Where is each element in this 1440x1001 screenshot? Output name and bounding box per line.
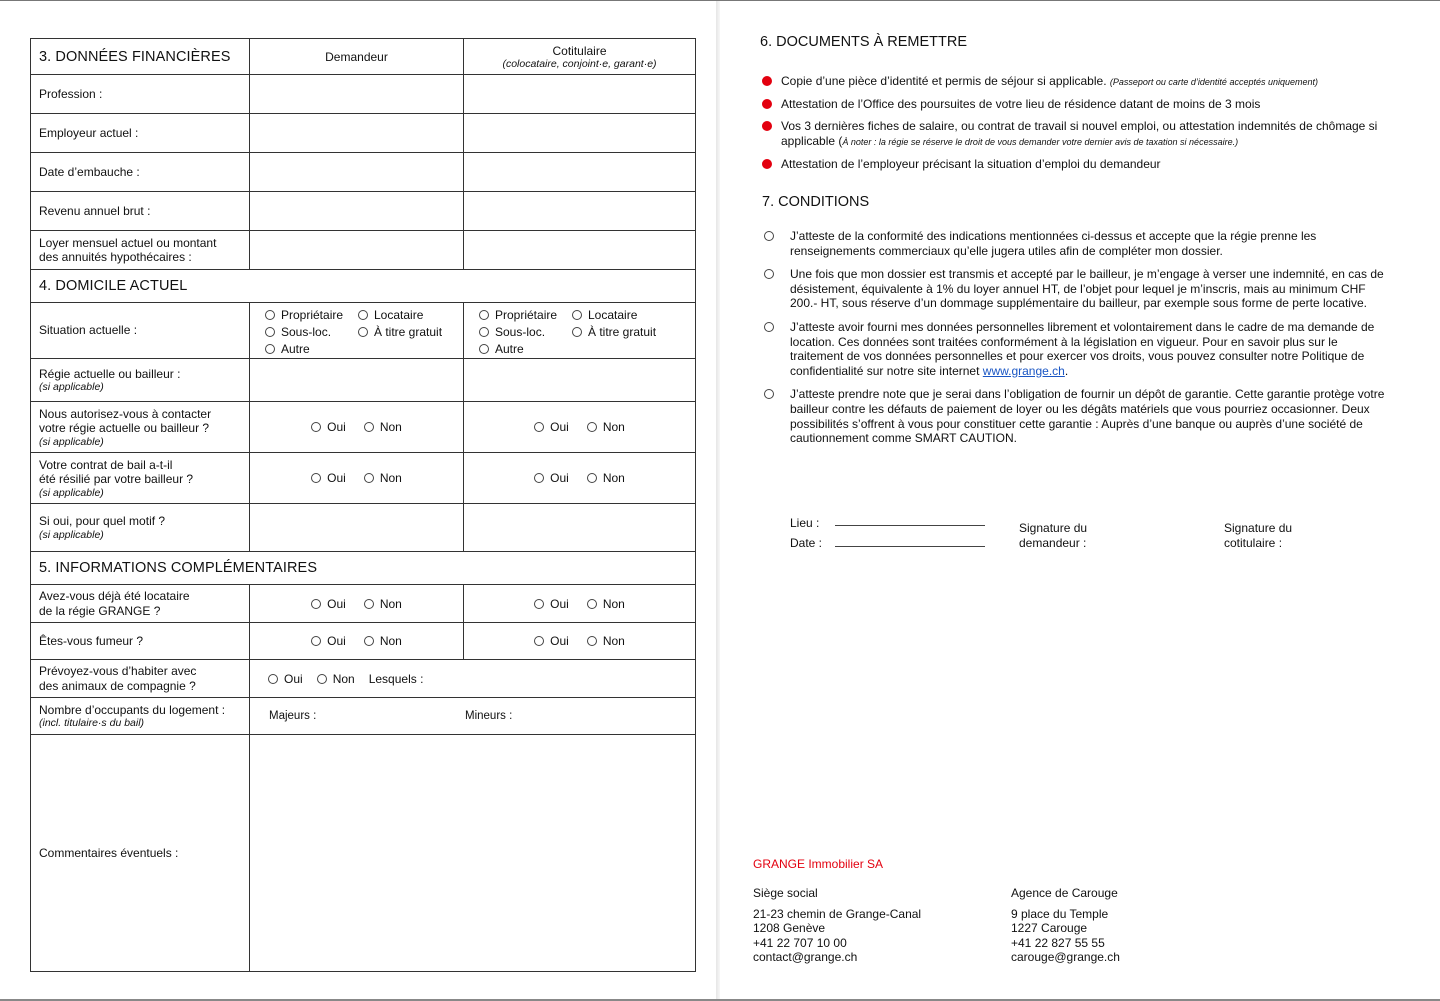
profession-coholder-field[interactable] [464, 75, 695, 113]
situation-row [31, 303, 695, 359]
section7-title: 7. CONDITIONS [762, 194, 870, 210]
condition-item-accuracy[interactable]: J’atteste de la conformité des indications mentionnées ci-dessus et accepte que la régie prenne les renseignements commerciaux qu’elle jugera utiles afin de compléter mon dossier. [764, 229, 1392, 258]
terminated-coholder-yes-radio[interactable]: Oui [534, 471, 569, 485]
former-label-line2: de la régie GRANGE ? [39, 603, 161, 618]
carouge-address [1011, 886, 1120, 965]
carouge-city: 1227 Carouge [1011, 921, 1088, 936]
applicant-signature-label[interactable] [1019, 521, 1087, 551]
coholder-free-radio[interactable]: À titre gratuit [572, 325, 656, 339]
terminated-sub: (si applicable) [39, 486, 104, 499]
hire-date-applicant-field[interactable] [250, 153, 464, 191]
document-item-debt-certificate: Attestation de l’Office des poursuites de votre lieu de résidence datant de moins de 3 mois [762, 97, 1402, 112]
reason-applicant-field[interactable] [250, 504, 464, 551]
employer-label: Employeur actuel : [39, 125, 139, 140]
adults-label: Majeurs : [269, 710, 317, 722]
pets-no-radio[interactable]: Non [317, 672, 355, 686]
income-label: Revenu annuel brut : [39, 203, 151, 218]
hire-date-row [31, 153, 695, 192]
profession-label: Profession : [39, 86, 103, 101]
condition-item-deposit[interactable]: J’atteste prendre note que je serai dans l’obligation de fournir un dépôt de garantie. Cette garantie protège votre bailleur contre les défauts de paiement de loyer ou les dégâts matériels que vous pourriez occasionner. Deux possibilités s’offrent à vous pour constituer cette garantie : Auprès d’une banque ou auprès d’une société de cautionnement comme SMART CAUTION. [764, 387, 1392, 445]
document-item-employer: Attestation de l’employeur précisant la situation d’emploi du demandeur [762, 157, 1402, 172]
employer-applicant-field[interactable] [250, 114, 464, 152]
section4-header-row [31, 270, 695, 303]
reason-sub: (si applicable) [39, 528, 104, 541]
applicant-signature-line1: Signature du [1019, 521, 1088, 535]
income-coholder-field[interactable] [464, 192, 695, 230]
lease-terminated-row [31, 453, 695, 504]
section5-title: 5. INFORMATIONS COMPLÉMENTAIRES [39, 560, 318, 576]
occupants-field[interactable] [250, 698, 695, 734]
comments-row [31, 735, 695, 971]
application-form-table [30, 38, 696, 972]
carouge-email[interactable]: carouge@grange.ch [1011, 950, 1120, 965]
col-coholder-heading: Cotitulaire [552, 43, 607, 58]
income-row [31, 192, 695, 231]
former-coholder-yes-radio[interactable]: Oui [534, 597, 569, 611]
section3-title: 3. DONNÉES FINANCIÈRES [39, 48, 231, 65]
profession-applicant-field[interactable] [250, 75, 464, 113]
smoker-row [31, 623, 695, 660]
rent-coholder-field[interactable] [464, 231, 695, 269]
terminated-label-line2: été résilié par votre bailleur ? [39, 472, 194, 486]
terminated-label-line1: Votre contrat de bail a-t-il [39, 457, 173, 472]
applicant-free-radio[interactable]: À titre gratuit [358, 325, 442, 339]
situation-label: Situation actuelle : [39, 323, 138, 338]
company-name: GRANGE Immobilier SA [753, 857, 884, 871]
hire-date-label: Date d’embauche : [39, 164, 140, 179]
conditions-list [764, 229, 1392, 455]
agency-row [31, 359, 695, 402]
coholder-signature-line1: Signature du [1224, 521, 1293, 535]
red-bullet-icon [762, 121, 772, 131]
pets-label-line1: Prévoyez-vous d’habiter avec [39, 664, 197, 678]
contact-coholder-yes-radio[interactable]: Oui [534, 420, 569, 434]
hq-phone: +41 22 707 10 00 [753, 935, 847, 950]
applicant-owner-radio[interactable]: Propriétaire [265, 307, 358, 324]
occupants-row [31, 698, 695, 735]
condition-radio-icon[interactable] [764, 269, 774, 279]
reason-row [31, 504, 695, 552]
former-coholder-no-radio[interactable]: Non [587, 597, 625, 611]
minors-label: Mineurs : [465, 710, 513, 722]
hire-date-coholder-field[interactable] [464, 153, 695, 191]
rent-applicant-field[interactable] [250, 231, 464, 269]
smoker-coholder-no-radio[interactable]: Non [587, 634, 625, 648]
smoker-coholder-yes-radio[interactable]: Oui [534, 634, 569, 648]
coholder-sublet-radio[interactable]: Sous-loc. [479, 324, 572, 341]
applicant-tenant-radio[interactable]: Locataire [358, 308, 423, 322]
agency-sub: (si applicable) [39, 381, 104, 394]
date-label: Date : [790, 536, 823, 550]
reason-label: Si oui, pour quel motif ? [39, 514, 166, 529]
pets-yes-radio[interactable]: Oui [268, 672, 303, 686]
applicant-other-radio[interactable]: Autre [265, 342, 310, 356]
hq-city: 1208 Genève [753, 921, 826, 936]
hq-email[interactable]: contact@grange.ch [753, 950, 858, 965]
former-applicant-yes-radio[interactable]: Oui [311, 597, 346, 611]
document-item-salary: Vos 3 dernières fiches de salaire, ou contrat de travail si nouvel emploi, ou attestation indemnités de chômage si applicable (À noter : la régie se réserve le droit de vous demander votre dernier avis de taxation si nécessaire.) [762, 119, 1402, 149]
hq-street: 21-23 chemin de Grange-Canal [753, 906, 922, 921]
comments-label: Commentaires éventuels : [39, 845, 179, 860]
col-applicant-heading: Demandeur [325, 49, 388, 64]
contact-permission-row [31, 402, 695, 453]
agency-label: Régie actuelle ou bailleur : [39, 366, 181, 381]
former-label-line1: Avez-vous déjà été locataire [39, 589, 190, 603]
employer-row [31, 114, 695, 153]
rent-label-line1: Loyer mensuel actuel ou montant [39, 235, 217, 250]
pets-which-label: Lesquels : [368, 671, 424, 686]
coholder-tenant-radio[interactable]: Locataire [572, 308, 637, 322]
condition-radio-icon[interactable] [764, 231, 774, 241]
comments-field[interactable] [250, 735, 695, 971]
condition-radio-icon[interactable] [764, 389, 774, 399]
pets-label-line2: des animaux de compagnie ? [39, 678, 196, 693]
terminated-coholder-no-radio[interactable]: Non [587, 471, 625, 485]
contact-label-line1: Nous autorisez-vous à contacter [39, 406, 212, 421]
section6-title: 6. DOCUMENTS À REMETTRE [760, 34, 968, 50]
red-bullet-icon [762, 159, 772, 169]
former-tenant-row [31, 585, 695, 623]
agency-applicant-field[interactable] [250, 359, 464, 401]
situation-applicant-options [265, 307, 442, 358]
employer-coholder-field[interactable] [464, 114, 695, 152]
pets-row [31, 660, 695, 698]
contact-applicant-yes-radio[interactable]: Oui [311, 420, 346, 434]
smoker-label: Êtes-vous fumeur ? [39, 633, 144, 648]
rent-row [31, 231, 695, 270]
coholder-signature-line2: cotitulaire : [1224, 536, 1283, 550]
col-coholder-subheading: (colocataire, conjoint·e, garant·e) [502, 57, 657, 70]
terminated-applicant-no-radio[interactable]: Non [364, 471, 402, 485]
reason-coholder-field[interactable] [464, 504, 695, 551]
date-field[interactable] [835, 546, 985, 547]
condition-item-withdrawal-fee[interactable]: Une fois que mon dossier est transmis et accepté par le bailleur, je m’engage à verser une indemnité, en cas de désistement, équivalente à 1% du loyer annuel HT, de l’objet pour lequel je m’inscris, mais au minimum CHF 200.- HT, sous réserve d’un dommage supplémentaire du bailleur, par exemple sous forme de perte locative. [764, 267, 1392, 311]
section4-title: 4. DOMICILE ACTUEL [39, 278, 188, 294]
hq-title: Siège social [753, 886, 818, 900]
document-item-id: Copie d’une pièce d’identité et permis de séjour si applicable. (Passeport ou carte d’identité acceptés uniquement) [762, 74, 1402, 90]
contact-coholder-no-radio[interactable]: Non [587, 420, 625, 434]
red-bullet-icon [762, 76, 772, 86]
place-field[interactable] [835, 525, 985, 526]
income-applicant-field[interactable] [250, 192, 464, 230]
documents-list [762, 74, 1402, 179]
section3-header-row [31, 39, 695, 75]
applicant-sublet-radio[interactable]: Sous-loc. [265, 324, 358, 341]
section5-header-row [31, 552, 695, 585]
situation-coholder-options [479, 307, 656, 358]
smoker-applicant-no-radio[interactable]: Non [364, 634, 402, 648]
occupants-sub: (incl. titulaire·s du bail) [39, 717, 145, 730]
carouge-title: Agence de Carouge [1011, 886, 1118, 900]
condition-item-privacy[interactable]: J’atteste avoir fourni mes données personnelles librement et volontairement dans le cadre de ma demande de location. Ces données sont traitées conformément à la législation en vigueur. Pour en savoir plus sur le traitement de vos données personnelles et pour exercer vos droits, vous pouvez consulter notre Politique de confidentialité sur notre site internet www.grange.ch. [764, 320, 1392, 378]
rent-label-line2: des annuités hypothécaires : [39, 250, 192, 264]
carouge-street: 9 place du Temple [1011, 906, 1109, 921]
condition-radio-icon[interactable] [764, 322, 774, 332]
coholder-signature-label[interactable] [1224, 521, 1292, 551]
smoker-applicant-yes-radio[interactable]: Oui [311, 634, 346, 648]
applicant-signature-line2: demandeur : [1019, 536, 1087, 550]
terminated-applicant-yes-radio[interactable]: Oui [311, 471, 346, 485]
coholder-other-radio[interactable]: Autre [479, 342, 524, 356]
agency-coholder-field[interactable] [464, 359, 695, 401]
grange-website-link[interactable]: www.grange.ch [982, 363, 1065, 378]
carouge-phone: +41 22 827 55 55 [1011, 935, 1105, 950]
occupants-label: Nombre d’occupants du logement : [39, 702, 226, 717]
contact-applicant-no-radio[interactable]: Non [364, 420, 402, 434]
place-label: Lieu : [790, 516, 820, 530]
profession-row [31, 75, 695, 114]
contact-sub: (si applicable) [39, 435, 104, 448]
headquarters-address [753, 886, 921, 965]
coholder-owner-radio[interactable]: Propriétaire [479, 307, 572, 324]
contact-label-line2: votre régie actuelle ou bailleur ? [39, 421, 210, 435]
former-applicant-no-radio[interactable]: Non [364, 597, 402, 611]
red-bullet-icon [762, 99, 772, 109]
